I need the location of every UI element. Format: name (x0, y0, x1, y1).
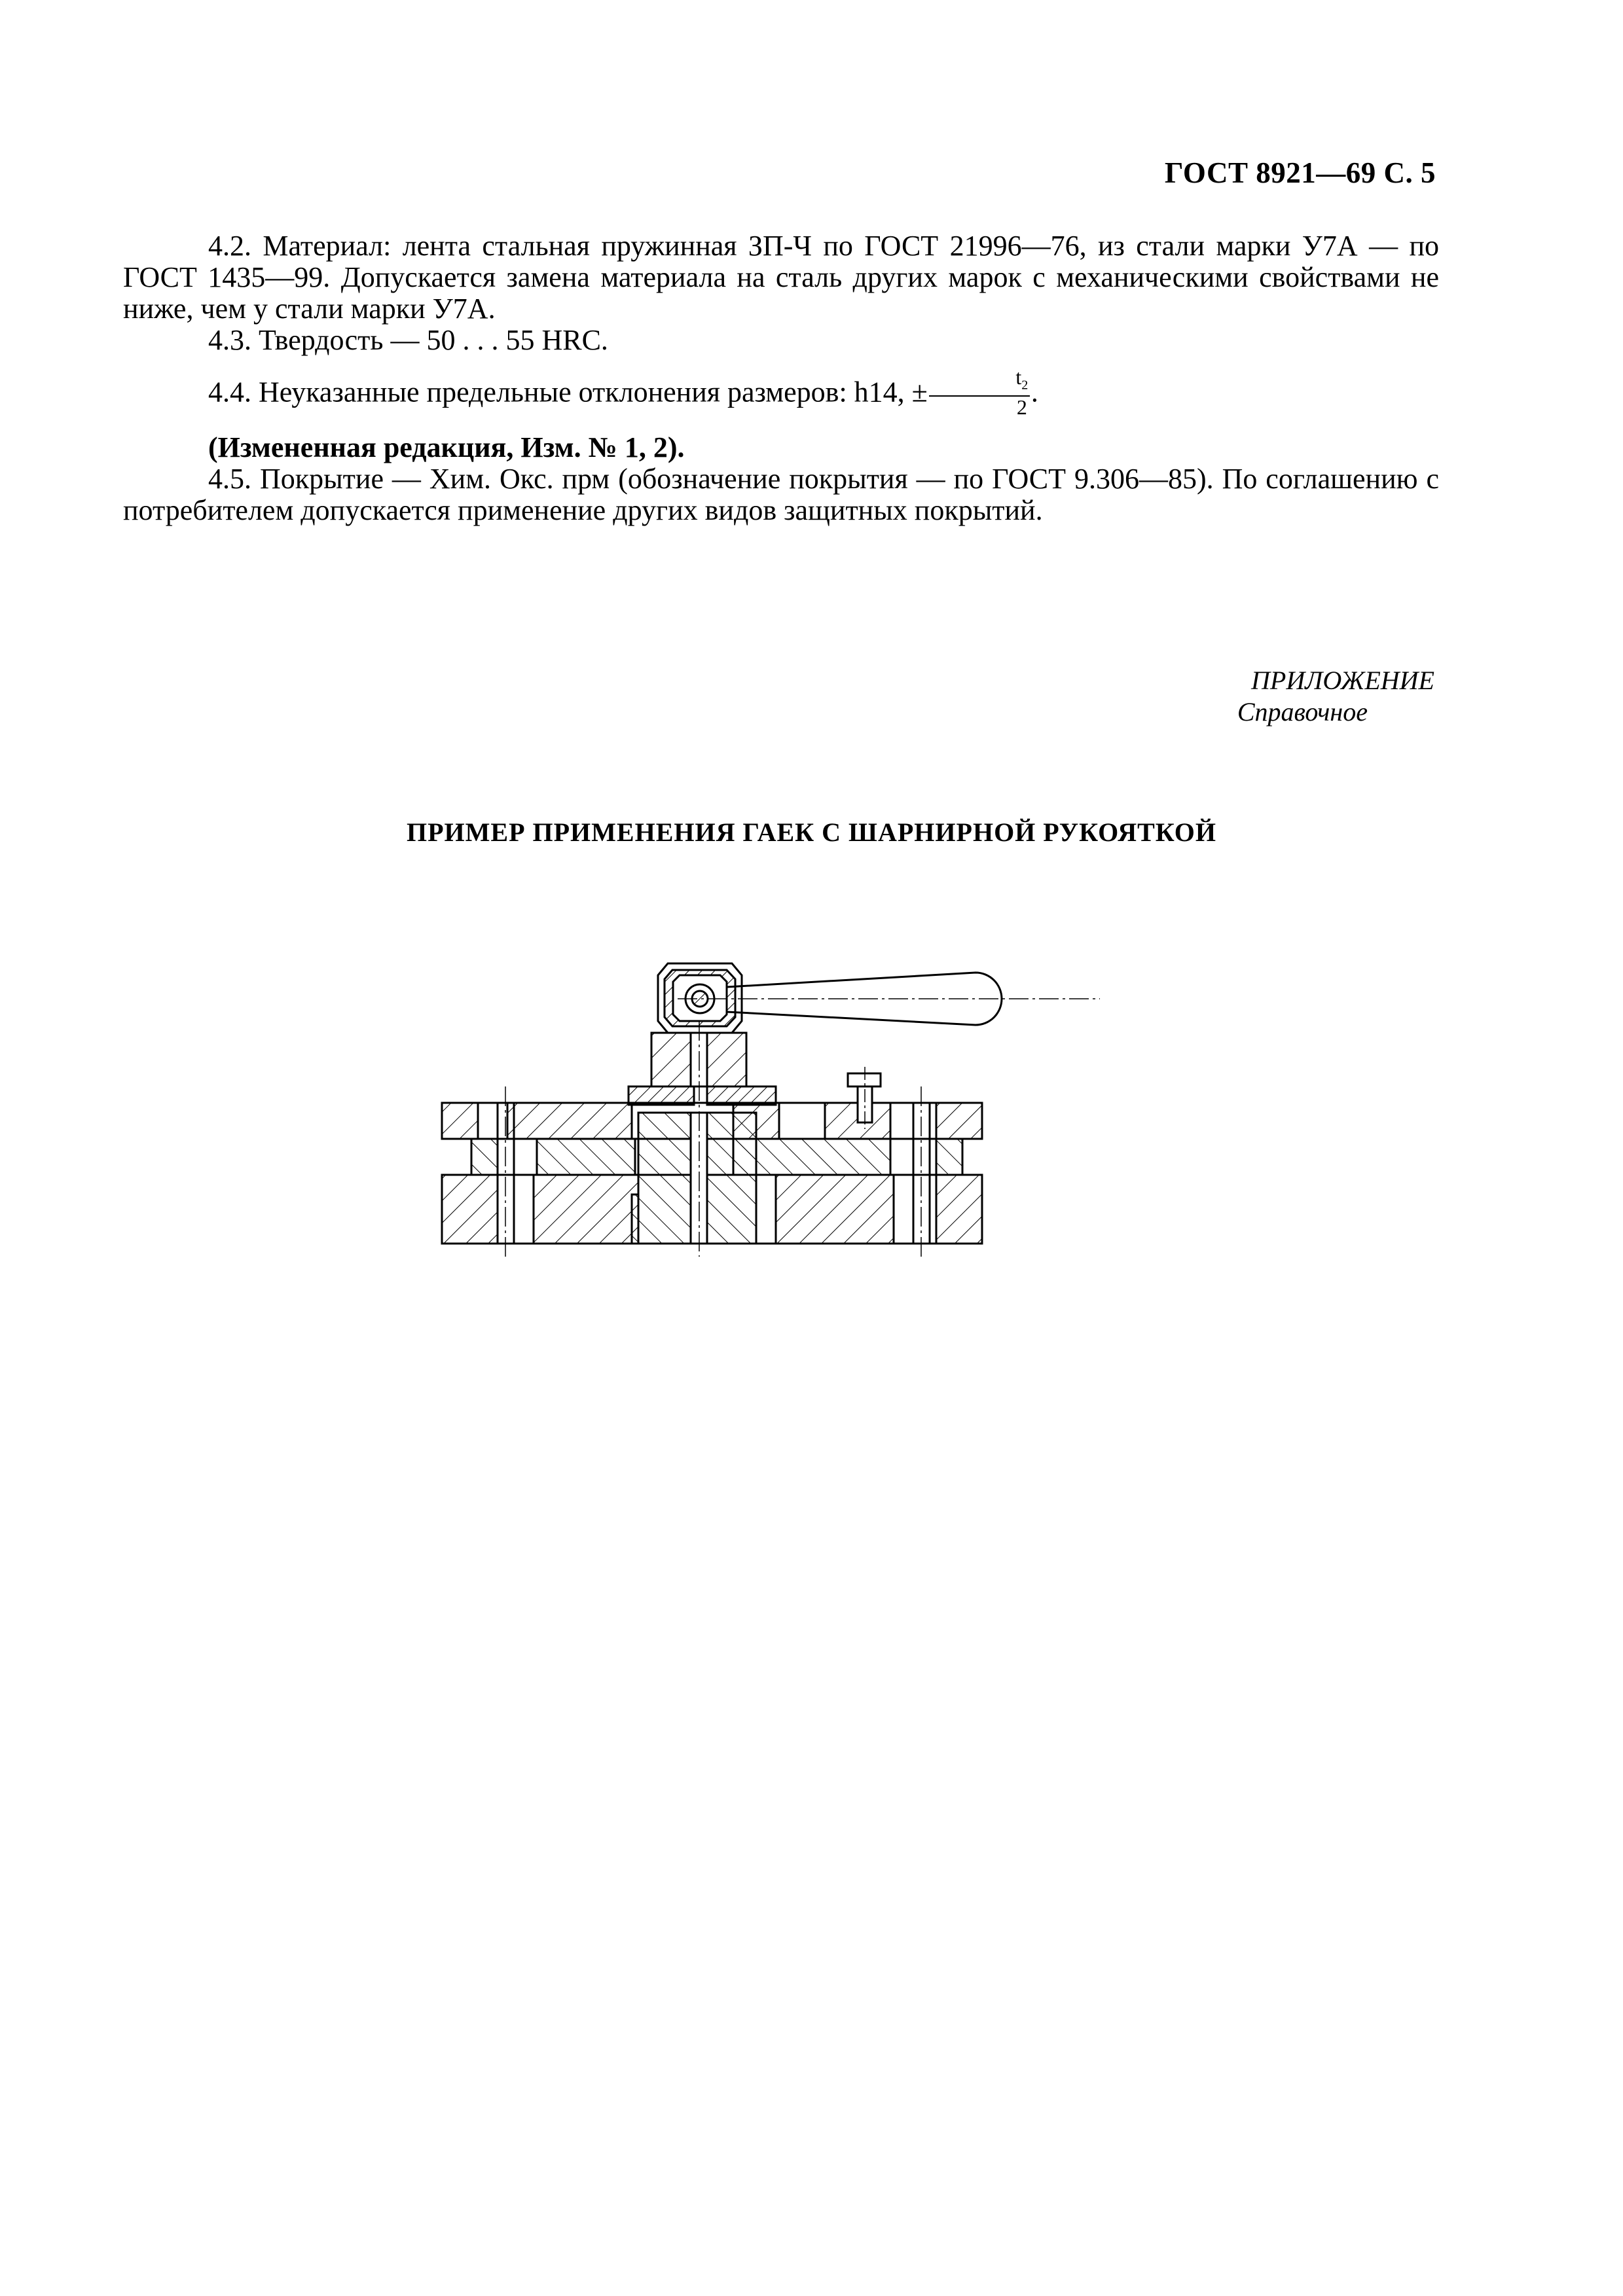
tolerance-fraction (929, 367, 1030, 418)
appendix-subtitle: Справочное (1237, 697, 1368, 726)
clause-4-2: 4.2. Материал: лента стальная пружинная ЗП-Ч по ГОСТ 21996—76, из стали марки У7А — по ГОСТ 1435—99. Допускается замена материала на сталь других марок с механическими свойствами не ниже, чем у стали марки У7А. (123, 230, 1439, 325)
nut-assembly-drawing (419, 890, 1100, 1257)
body-text (123, 230, 1439, 526)
page-header: ГОСТ 8921—69 С. 5 (1164, 156, 1436, 189)
clause-4-4 (123, 365, 1439, 420)
figure-title: ПРИМЕР ПРИМЕНЕНИЯ ГАЕК С ШАРНИРНОЙ РУКОЯТКОЙ (406, 817, 1217, 847)
central-bushing (632, 1113, 756, 1244)
appendix-label (1237, 665, 1434, 728)
clause-4-5: 4.5. Покрытие — Хим. Окс. прм (обозначение покрытия — по ГОСТ 9.306—85). По соглашению с потребителем допускается применение других видов защитных покрытий. (123, 463, 1439, 527)
fraction-numerator: $t_2$ (1015, 365, 1029, 393)
fraction-denominator: 2 (929, 395, 1030, 418)
clause-4-4-end: . (1030, 376, 1038, 408)
clause-4-4-text: 4.4. Неуказанные предельные отклонения размеров: h14, ± (208, 376, 928, 408)
appendix-title: ПРИЛОЖЕНИЕ (1251, 666, 1434, 695)
clause-4-3: 4.3. Твердость — 50 . . . 55 HRC. (208, 324, 608, 356)
amendment-note: (Измененная редакция, Изм. № 1, 2). (208, 431, 685, 464)
